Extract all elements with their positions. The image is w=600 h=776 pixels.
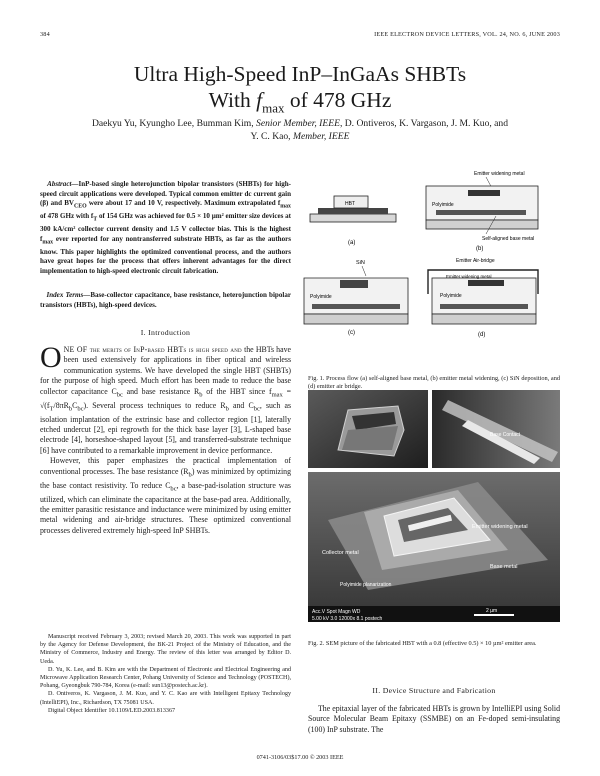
figure-2-sem-image [308, 390, 560, 622]
sem-info-header: Acc.V Spot Magn WD [312, 609, 361, 615]
section-heading-device-structure: II. Device Structure and Fabrication [372, 686, 496, 695]
polyimide-label-d: Polyimide [440, 293, 462, 299]
label-b: (b) [476, 246, 484, 252]
section-heading-introduction: I. Introduction [140, 328, 191, 337]
polyimide-label-b: Polyimide [432, 202, 454, 208]
footnote: Manuscript received February 3, 2003; revised March 20, 2003. This work was supported in part by the Agency for Defense Development, the BK-21 Project of the Ministry of Education, and the Ministry of Commerce, Industry and Energy. The review of this letter was arranged by Editor D. Ueda. D. Yu, K. Lee, and B. Kim are with the Department of Electronic and Electrical Engineering and Microwave Application Research Center, Pohang University of Science and Technology (POSTECH), Pohang, Gyeongbuk 790-784, Korea (e-mail: sun13@postech.ac.kr). D. Ontiveros, K. Vargason, J. M. Kuo, and Y. C. Kao are with Intelligent Epitaxy Technology (IntelliEPI), Inc., Richardson, TX 75081 USA. Digital Object Identifier 10.1109/LED.2003.813367 [40, 634, 291, 714]
figure-1-process-flow [296, 166, 560, 358]
author-list: Daekyu Yu, Kyungho Lee, Bumman Kim, Senior Member, IEEE, D. Ontiveros, K. Vargason, J. M. Kuo, and Y. C. Kao, Member, IEEE [91, 118, 509, 142]
emitter-widening-label-b: Emitter widening metal [474, 171, 525, 177]
emitter-widening-label-d: Emitter widening metal [446, 274, 492, 279]
label-d: (d) [478, 332, 486, 338]
index-terms: Index Terms—Base-collector capacitance, base resistance, heterojunction bipolar transistors (HBTs), high-speed devices. [40, 291, 291, 309]
journal-header: IEEE ELECTRON DEVICE LETTERS, VOL. 24, NO. 6, JUNE 2003 [374, 31, 560, 38]
panel-c [304, 260, 408, 336]
base-contact-label: Base Contact [490, 432, 521, 438]
paper-title-line2: With $f_{max}$ of 478 GHz [208, 88, 392, 116]
copyright-line: 0741-3106/03$17.00 © 2003 IEEE [256, 754, 344, 761]
paper-title-line1: Ultra High-Speed InP–InGaAs SHBTs [133, 62, 467, 86]
label-c: (c) [348, 330, 355, 336]
sin-label: SiN [356, 260, 365, 266]
figure-1-caption: Fig. 1. Process flow (a) self-aligned base metal, (b) emitter metal widening, (c) SiN deposition, and (d) emitter air bridge. [308, 375, 560, 391]
figure-2-caption: Fig. 2. SEM picture of the fabricated HBT with a 0.8 (effective 0.5) × 10 µm² emitter area. [308, 640, 537, 647]
panel-d [428, 258, 538, 338]
base-metal-label: Base metal [490, 564, 518, 570]
panel-a [310, 196, 396, 246]
section-2-body: The epitaxial layer of the fabricated HBTs is grown by IntelliEPI using Solid Source Molecular Beam Epitaxy (SSMBE) on an Fe-doped semi-insulating (100) InP substrate. The [308, 704, 560, 734]
page-number: 384 [40, 31, 50, 38]
collector-metal-label: Collector metal [322, 550, 359, 556]
emitter-widening-label: Emitter widening metal [472, 524, 528, 530]
drop-cap: O [40, 341, 62, 374]
self-aligned-label: Self-aligned base metal [482, 236, 535, 242]
hbt-label: HBT [345, 201, 355, 207]
panel-b [426, 171, 538, 252]
sem-info-values: 5.00 kV 3.0 12000x 8.1 postech [312, 616, 383, 622]
polyimide-label-c: Polyimide [310, 294, 332, 300]
introduction-body: ONE OF the merits of InP-based HBTs is high speed and the HBTs have been used extensively for applications in fiber optical and wireless communication systems. We have developed the single HBT (SHBTs) for the purpose of high speed. Much effort has been made to reduce the base collector capacitance $C_{bc}$ and base resistance $R_b$ of the HBT since $f_{max} = √(f_T/8\pi R_bC_{bc})$. Several process techniques to reduce $R_b$ and $C_{bc}$, such as isolation implantation of the extrinsic base and collector region [1], laterally etched undercut [2], epi regrowth for the thick base layer [3], L-shaped base electrode [4], horseshoe-shaped layout [5], and transferred-substrate technique [6] have contributed to a remarkable improvement in device performance. However, this paper emphasizes the practical implementation of conventional processes. The base resistance $(R_b)$ was minimized by optimizing the base contact resistivity. To reduce $C_{bc}$, a base-pad-isolation structure was utilized, which can eliminate the capacitance at the base-pad area. Additionally, the emitter parasitic resistance and inductance were minimized by using emitter metal widening and air-bridge structures. These optimized conventional processes delivered extremely high-speed InP SHBTs. [40, 341, 291, 535]
label-a: (a) [348, 240, 356, 246]
airbridge-label: Emitter Air-bridge [456, 258, 495, 264]
scale-bar-label: 2 µm [486, 608, 498, 614]
abstract: Abstract—InP-based single heterojunction bipolar transistors (SHBTs) for high-speed circuit applications were developed. Typical common emitter dc current gain (β) and $BV_{CEO}$ were about 17 and 10 V, respectively. Maximum extrapolated $f_{max}$ of 478 GHz with $f_T$ of 154 GHz was achieved for 0.5 × 10 µm² emitter size devices at 300 kA/cm² collector current density and 1.5 V collector bias. This is the highest $f_{max}$ ever reported for any nontransferred substrate HBTs, as far as the authors know. This paper highlights the optimized conventional process, and the authors have great hopes for the process that offers inherent advantages for the direct implementation to high-speed electronic circuit fabrication. [40, 180, 291, 275]
polyimide-planarization-label: Polyimide planarization [340, 582, 392, 588]
